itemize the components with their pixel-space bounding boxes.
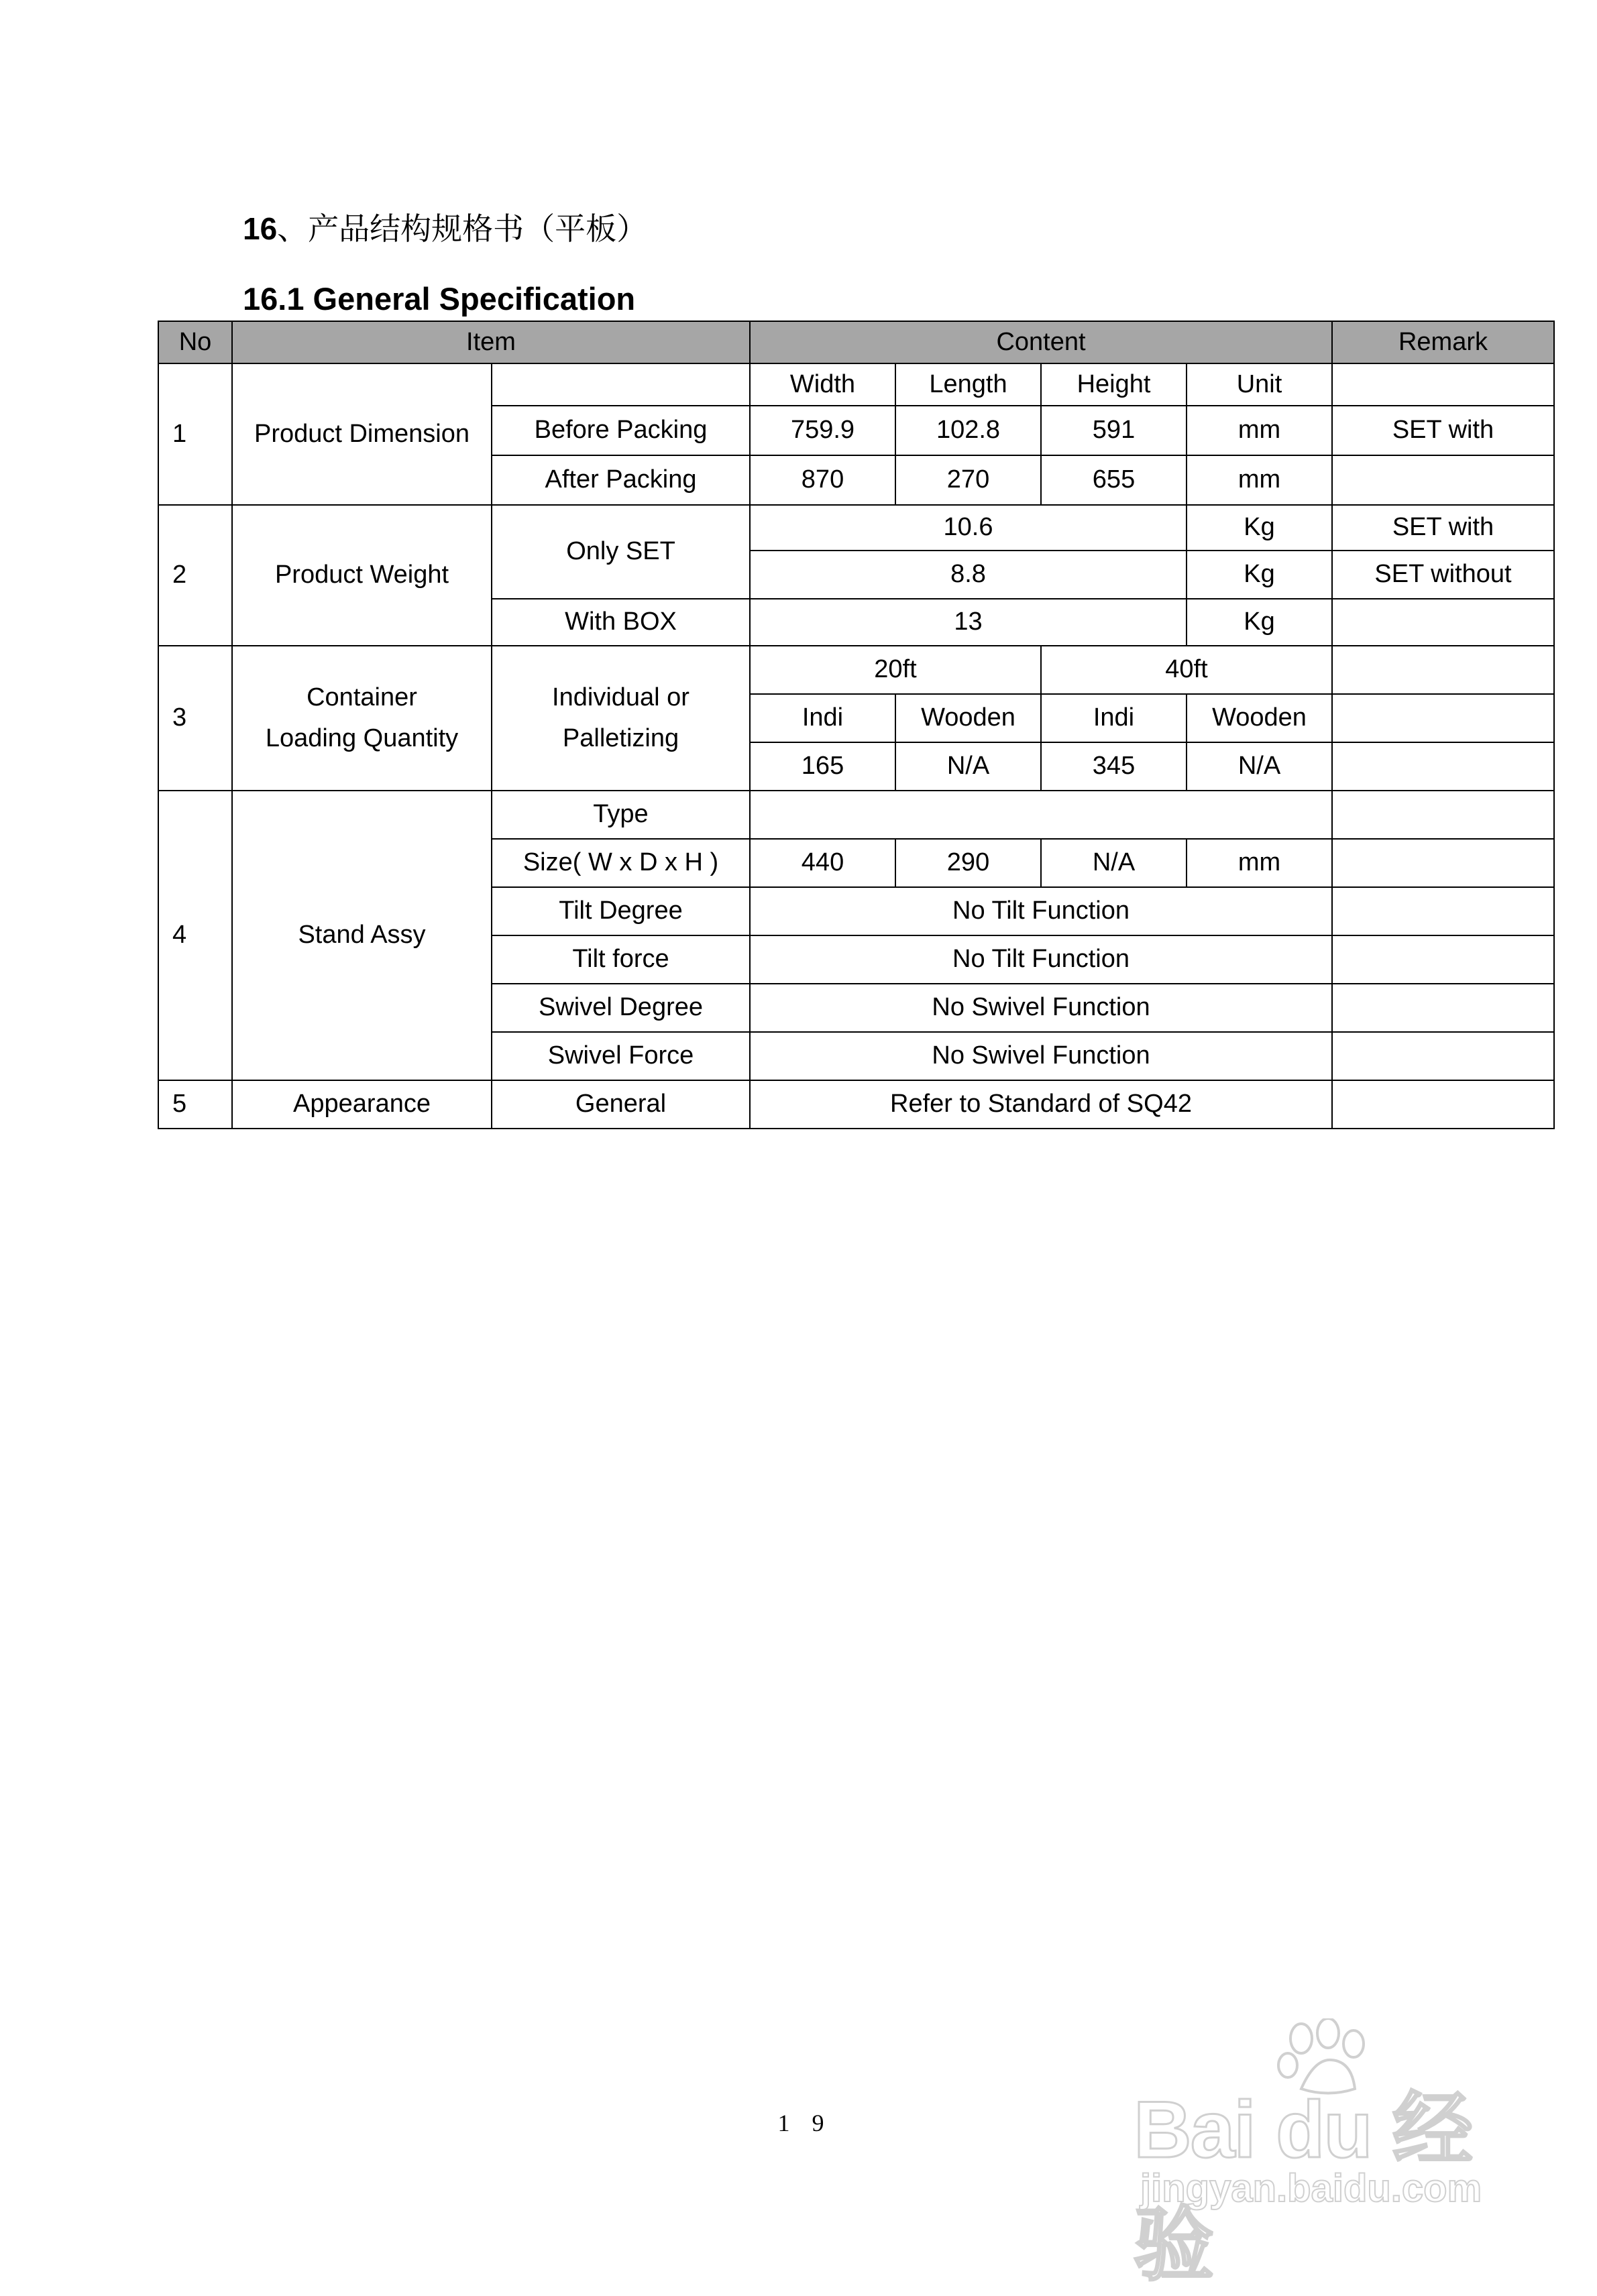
cell-label: Wooden (895, 694, 1041, 742)
cell-value: 655 (1041, 455, 1187, 505)
cell-remark (1332, 984, 1554, 1032)
watermark-url: jingyan.baidu.com (1140, 2167, 1482, 2210)
cell-value: N/A (1041, 839, 1187, 887)
container-20ft: 20ft (750, 646, 1041, 694)
cell-value: 290 (895, 839, 1041, 887)
cell-remark: SET without (1332, 551, 1554, 599)
row-no: 1 (158, 363, 232, 505)
cell-label: Indi (750, 694, 895, 742)
cell-value: No Tilt Function (750, 887, 1332, 935)
cell-value: 345 (1041, 742, 1187, 791)
table-row (158, 505, 1554, 551)
chapter-title-text: 、产品结构规格书（平板） (277, 211, 648, 247)
sub-item: Swivel Force (492, 1032, 750, 1080)
cell-remark (1332, 599, 1554, 646)
col-length-label: Length (895, 363, 1041, 406)
row-item: Stand Assy (232, 791, 492, 1080)
cell-remark (1332, 694, 1554, 742)
cell-value: Refer to Standard of SQ42 (750, 1080, 1332, 1129)
cell-remark (1332, 742, 1554, 791)
cell-value: 10.6 (750, 505, 1187, 551)
chapter-number: 16 (243, 211, 278, 246)
row-no: 5 (158, 1080, 232, 1129)
watermark-brand: Bai du 经验 (1134, 2085, 1472, 2290)
cell-unit: mm (1187, 455, 1332, 505)
sub-item: Size( W x D x H ) (492, 839, 750, 887)
sub-item: Type (492, 791, 750, 839)
cell-unit: Kg (1187, 599, 1332, 646)
table-row (158, 363, 1554, 406)
cell-value: No Tilt Function (750, 935, 1332, 984)
header-content: Content (750, 321, 1332, 363)
row-no: 2 (158, 505, 232, 646)
header-remark: Remark (1332, 321, 1554, 363)
cell-unit: mm (1187, 406, 1332, 455)
header-no: No (158, 321, 232, 363)
cell-empty (492, 363, 750, 406)
cell-value: No Swivel Function (750, 984, 1332, 1032)
sub-item: With BOX (492, 599, 750, 646)
sub-item: Swivel Degree (492, 984, 750, 1032)
col-width-label: Width (750, 363, 895, 406)
cell-remark (1332, 839, 1554, 887)
cell-remark (1332, 887, 1554, 935)
cell-value (750, 791, 1332, 839)
cell-remark: SET with (1332, 406, 1554, 455)
cell-value: 759.9 (750, 406, 895, 455)
cell-value: 591 (1041, 406, 1187, 455)
baidu-jingyan-watermark (1134, 2018, 1509, 2290)
sub-item: General (492, 1080, 750, 1129)
cell-value: 13 (750, 599, 1187, 646)
cell-value: 270 (895, 455, 1041, 505)
header-item: Item (232, 321, 750, 363)
cell-value: 440 (750, 839, 895, 887)
sub-item: Tilt force (492, 935, 750, 984)
table-row (158, 791, 1554, 839)
cell-remark (1332, 791, 1554, 839)
cell-value: N/A (895, 742, 1041, 791)
sub-item: Only SET (492, 505, 750, 599)
cell-value: N/A (1187, 742, 1332, 791)
cell-unit: mm (1187, 839, 1332, 887)
cell-label: Wooden (1187, 694, 1332, 742)
cell-remark (1332, 1080, 1554, 1129)
cell-unit: Kg (1187, 505, 1332, 551)
col-height-label: Height (1041, 363, 1187, 406)
cell-remark (1332, 363, 1554, 406)
row-no: 4 (158, 791, 232, 1080)
section-title: 16.1 General Specification (243, 281, 636, 317)
col-unit-label: Unit (1187, 363, 1332, 406)
page-number: 1 9 (777, 2110, 832, 2136)
container-40ft: 40ft (1041, 646, 1332, 694)
row-no: 3 (158, 646, 232, 791)
cell-value: 8.8 (750, 551, 1187, 599)
cell-remark (1332, 1032, 1554, 1080)
cell-value: 870 (750, 455, 895, 505)
table-row (158, 1080, 1554, 1129)
row-item: Product Weight (232, 505, 492, 646)
spec-table (158, 321, 1555, 1129)
cell-unit: Kg (1187, 551, 1332, 599)
cell-remark (1332, 646, 1554, 694)
row-item: Appearance (232, 1080, 492, 1129)
row-item: Container Loading Quantity (232, 646, 492, 791)
cell-remark (1332, 455, 1554, 505)
table-header-row (158, 321, 1554, 363)
cell-value: 165 (750, 742, 895, 791)
cell-value: 102.8 (895, 406, 1041, 455)
cell-value: No Swivel Function (750, 1032, 1332, 1080)
cell-label: Indi (1041, 694, 1187, 742)
sub-item: Tilt Degree (492, 887, 750, 935)
sub-item: Before Packing (492, 406, 750, 455)
table-row (158, 646, 1554, 694)
cell-remark (1332, 935, 1554, 984)
sub-item: After Packing (492, 455, 750, 505)
row-item: Product Dimension (232, 363, 492, 505)
sub-item: Individual or Palletizing (492, 646, 750, 791)
cell-remark: SET with (1332, 505, 1554, 551)
chapter-title (243, 211, 648, 247)
